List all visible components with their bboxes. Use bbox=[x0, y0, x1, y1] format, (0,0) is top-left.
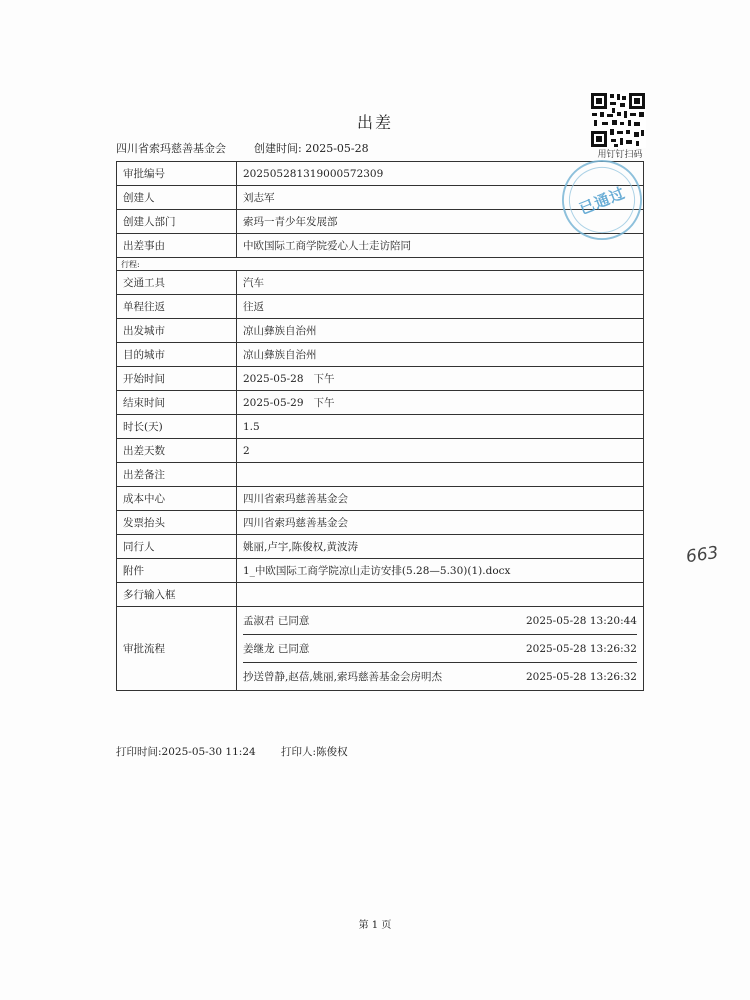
approval-text: 抄送曾静,赵蓓,姚丽,索玛慈善基金会房明杰 bbox=[243, 671, 443, 683]
business-trip-form bbox=[116, 161, 644, 691]
form-row bbox=[117, 463, 644, 487]
created-label: 创建时间: bbox=[254, 142, 302, 155]
field-label: 创建人部门 bbox=[117, 210, 237, 234]
form-row bbox=[117, 535, 644, 559]
field-label: 多行输入框 bbox=[117, 583, 237, 607]
field-value: 姚丽,卢宇,陈俊权,黄波涛 bbox=[237, 535, 644, 559]
field-label: 创建人 bbox=[117, 186, 237, 210]
form-row bbox=[117, 295, 644, 319]
form-row bbox=[117, 162, 644, 186]
field-value: 2025-05-29 下午 bbox=[237, 391, 644, 415]
print-footer bbox=[116, 744, 348, 759]
field-value: 凉山彝族自治州 bbox=[237, 319, 644, 343]
field-label: 目的城市 bbox=[117, 343, 237, 367]
field-label: 同行人 bbox=[117, 535, 237, 559]
attachment-link[interactable]: 1_中欧国际工商学院凉山走访安排(5.28—5.30)(1).docx bbox=[237, 559, 644, 583]
form-row bbox=[117, 234, 644, 258]
page-title: 出差 bbox=[356, 113, 393, 132]
field-label: 成本中心 bbox=[117, 487, 237, 511]
print-time-label: 打印时间: bbox=[116, 746, 162, 758]
form-row bbox=[117, 415, 644, 439]
field-value: 2025-05-28 下午 bbox=[237, 367, 644, 391]
field-value: 凉山彝族自治州 bbox=[237, 343, 644, 367]
field-label: 发票抬头 bbox=[117, 511, 237, 535]
printer-name: 陈俊权 bbox=[316, 746, 348, 758]
field-label: 出差备注 bbox=[117, 463, 237, 487]
approval-text: 孟淑君 已同意 bbox=[243, 615, 310, 627]
field-label: 出差事由 bbox=[117, 234, 237, 258]
approval-time: 2025-05-28 13:26:32 bbox=[525, 642, 637, 655]
approval-entry bbox=[243, 634, 637, 662]
form-row bbox=[117, 367, 644, 391]
approval-entries bbox=[237, 607, 644, 691]
field-value bbox=[237, 583, 644, 607]
field-value: 四川省索玛慈善基金会 bbox=[237, 487, 644, 511]
field-value: 索玛一青少年发展部 bbox=[237, 210, 644, 234]
qr-caption: 用钉钉扫码 bbox=[597, 150, 643, 160]
form-row bbox=[117, 583, 644, 607]
section-row bbox=[117, 258, 644, 271]
print-time: 2025-05-30 11:24 bbox=[161, 746, 256, 758]
form-row bbox=[117, 559, 644, 583]
field-value: 202505281319000572309 bbox=[237, 162, 644, 186]
field-label: 出发城市 bbox=[117, 319, 237, 343]
field-label: 交通工具 bbox=[117, 271, 237, 295]
field-value: 汽车 bbox=[237, 271, 644, 295]
form-row bbox=[117, 439, 644, 463]
form-row bbox=[117, 319, 644, 343]
approval-entry bbox=[243, 607, 637, 634]
approval-time: 2025-05-28 13:20:44 bbox=[525, 614, 637, 627]
field-value: 1.5 bbox=[237, 415, 644, 439]
form-row bbox=[117, 511, 644, 535]
section-label: 行程: bbox=[117, 258, 644, 271]
created-time bbox=[254, 140, 369, 156]
field-value: 刘志军 bbox=[237, 186, 644, 210]
qr-code-icon bbox=[590, 92, 646, 148]
field-value: 往返 bbox=[237, 295, 644, 319]
approval-text: 姜继龙 已同意 bbox=[243, 643, 310, 655]
approval-label: 审批流程 bbox=[117, 607, 237, 691]
field-value: 四川省索玛慈善基金会 bbox=[237, 511, 644, 535]
field-label: 时长(天) bbox=[117, 415, 237, 439]
field-value bbox=[237, 463, 644, 487]
handwritten-note: 663 bbox=[684, 542, 720, 568]
field-label: 审批编号 bbox=[117, 162, 237, 186]
approval-row bbox=[117, 607, 644, 691]
field-label: 单程往返 bbox=[117, 295, 237, 319]
header-meta bbox=[116, 140, 369, 156]
field-label: 结束时间 bbox=[117, 391, 237, 415]
field-value: 中欧国际工商学院爱心人士走访陪同 bbox=[237, 234, 644, 258]
organization-name: 四川省索玛慈善基金会 bbox=[116, 142, 226, 155]
created-date: 2025-05-28 bbox=[305, 142, 369, 155]
approval-entry bbox=[243, 662, 637, 690]
stamp-text: 已通过 bbox=[559, 157, 645, 243]
field-value: 2 bbox=[237, 439, 644, 463]
field-label: 附件 bbox=[117, 559, 237, 583]
field-label: 出差天数 bbox=[117, 439, 237, 463]
form-row bbox=[117, 343, 644, 367]
field-label: 开始时间 bbox=[117, 367, 237, 391]
page-number: 第 1 页 bbox=[358, 920, 392, 931]
approval-time: 2025-05-28 13:26:32 bbox=[525, 670, 637, 683]
form-row bbox=[117, 391, 644, 415]
form-row bbox=[117, 271, 644, 295]
form-row bbox=[117, 487, 644, 511]
printer-label: 打印人: bbox=[281, 746, 317, 758]
